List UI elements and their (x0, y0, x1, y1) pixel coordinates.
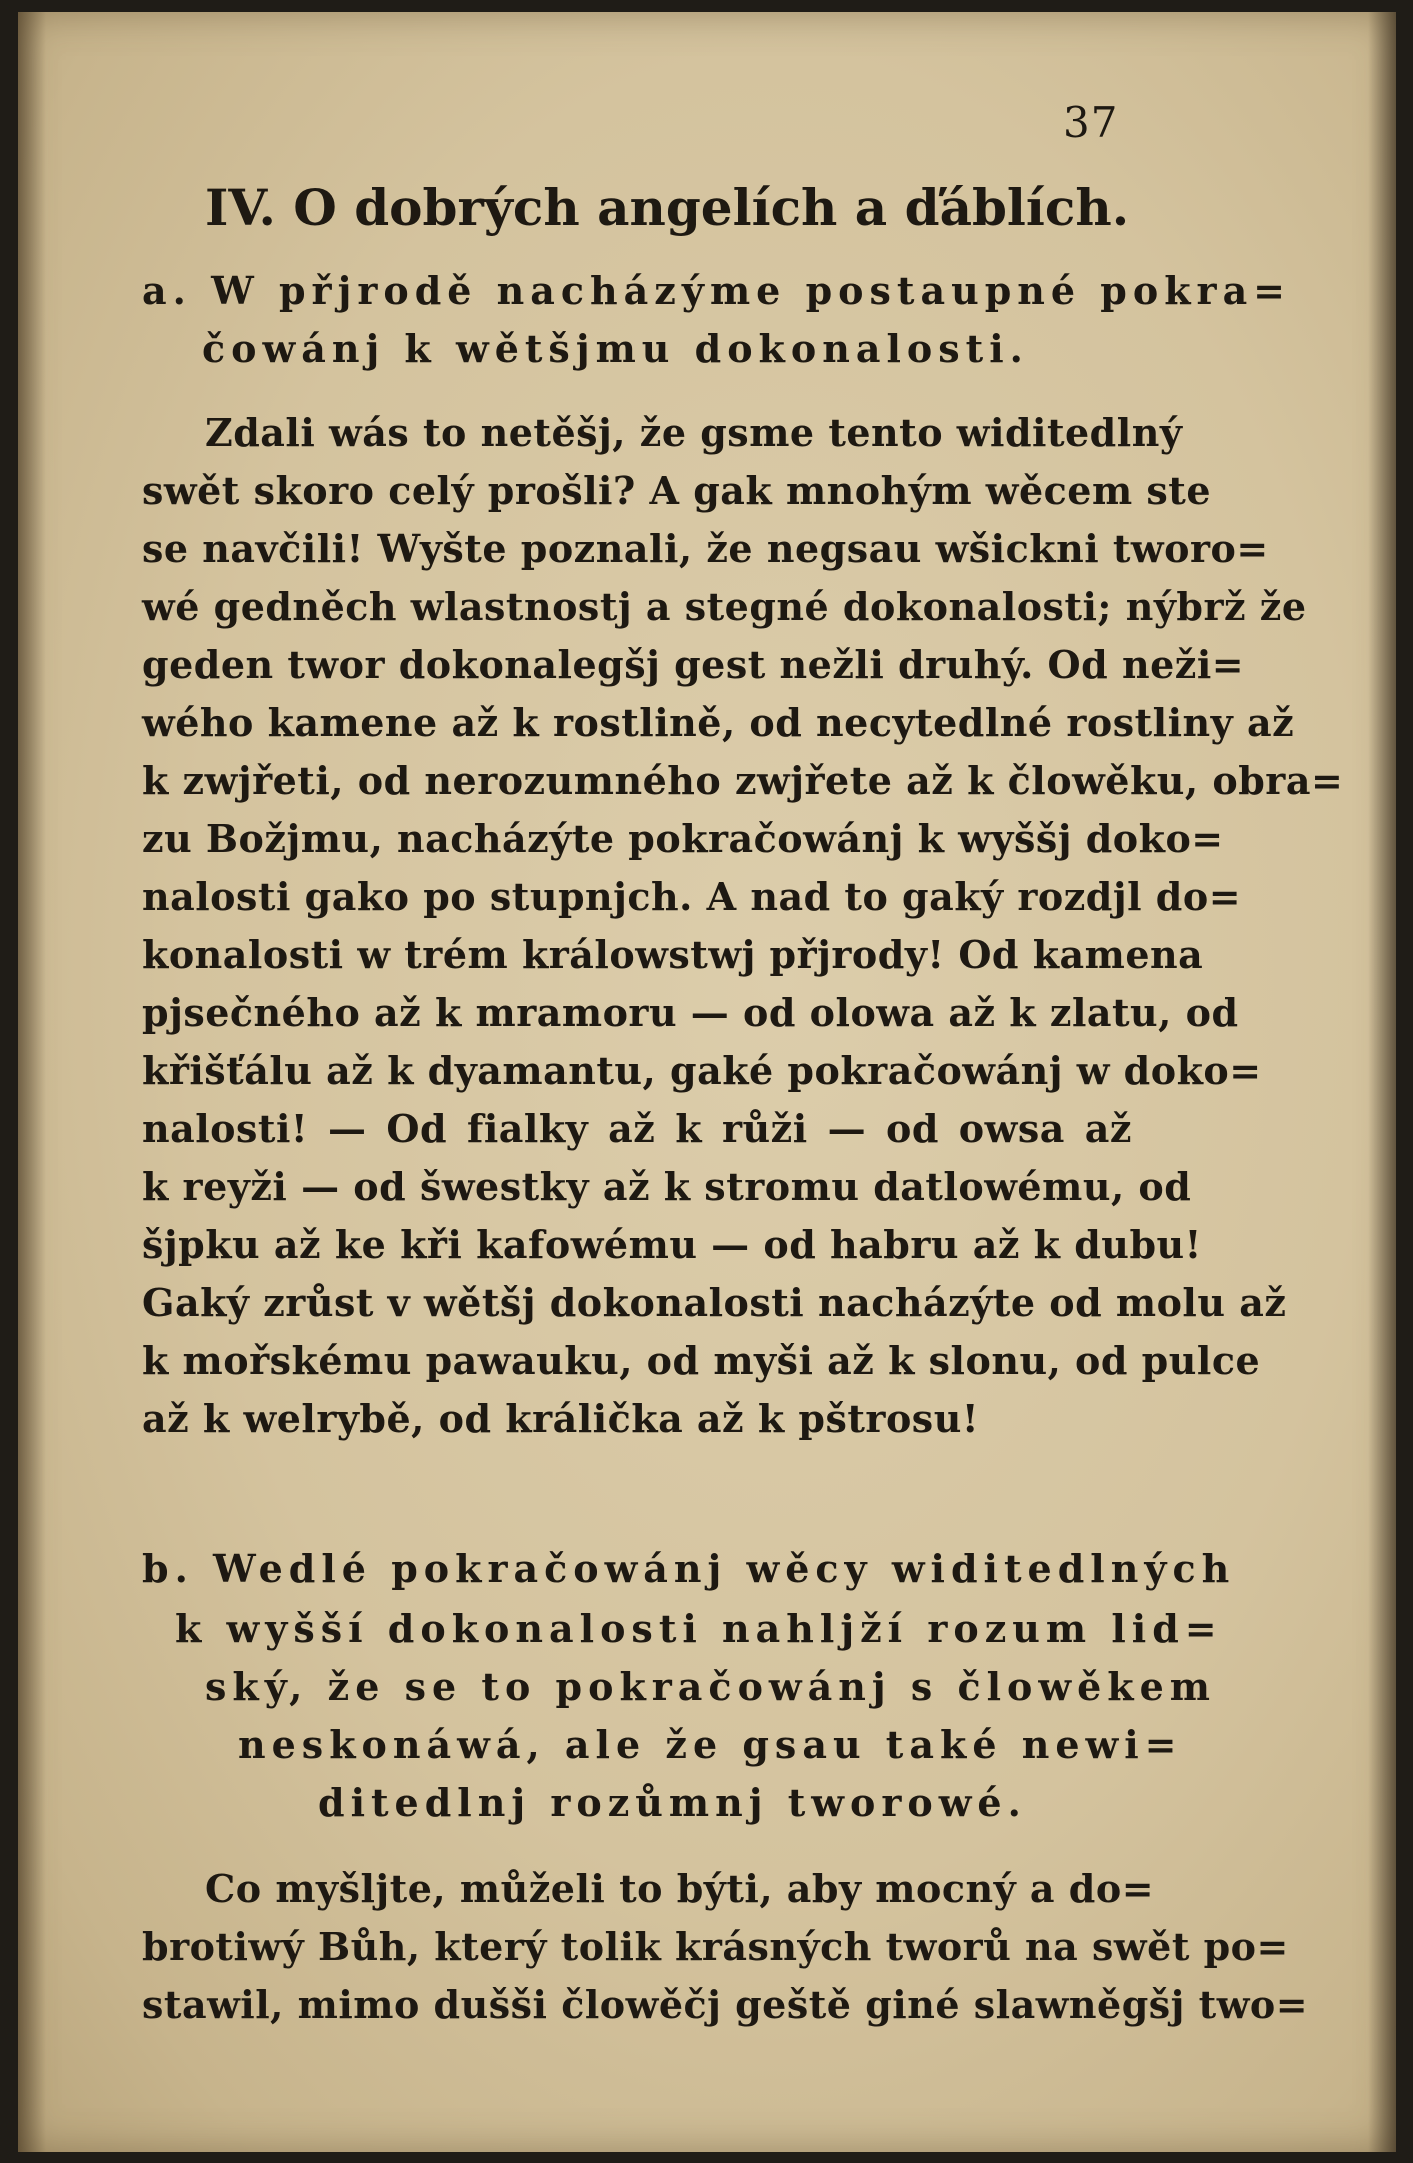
paragraph-1-line: k mořskému pawauku, od myši až k slonu, od pulce (142, 1338, 1261, 1383)
page-gutter-shadow (18, 12, 46, 2152)
paragraph-1-line: se navčili! Wyšte poznali, že negsau wšickni tworo= (142, 526, 1269, 571)
paragraph-2-line: Co myšljte, můželi to býti, aby mocný a do= (205, 1866, 1155, 1911)
page-edge-shadow (1368, 12, 1396, 2152)
paragraph-1-line: nalosti gako po stupnjch. A nad to gaký rozdjl do= (142, 874, 1242, 919)
paragraph-1-line: Gaký zrůst v wětšj dokonalosti nacházýte od molu až (142, 1280, 1287, 1325)
paragraph-1-line: k reyži — od šwestky až k stromu datlowému, od (142, 1164, 1192, 1209)
paragraph-1-line: swět skoro celý prošli? A gak mnohým wěcem ste (142, 468, 1212, 513)
paragraph-1-line: geden twor dokonalegšj gest nežli druhý. Od neži= (142, 642, 1245, 687)
paragraph-1-line: pjsečného až k mramoru — od olowa až k zlatu, od (142, 990, 1239, 1035)
paragraph-1-line: nalosti! — Od fialky až k růži — od owsa až (142, 1106, 1132, 1151)
paragraph-2-line: stawil, mimo dušši člowěčj geště giné slawněgšj two= (142, 1982, 1309, 2027)
section-b-line: ditedlnj rozůmnj tworowé. (318, 1780, 1027, 1825)
section-a-line: čowánj k wětšjmu dokonalosti. (202, 326, 1029, 371)
section-b-line: ský, že se to pokračowánj s člowěkem (205, 1664, 1216, 1709)
page-number: 37 (1063, 98, 1119, 147)
paragraph-1-line: wého kamene až k rostlině, od necytedlné rostliny až (142, 700, 1295, 745)
paragraph-1-line: Zdali wás to netěšj, že gsme tento widitedlný (205, 410, 1183, 455)
section-b-line: neskonáwá, ale že gsau také newi= (238, 1722, 1183, 1767)
section-b-line: k wyšší dokonalosti nahljží rozum lid= (175, 1606, 1223, 1651)
paragraph-1-line: křišťálu až k dyamantu, gaké pokračowánj w doko= (142, 1048, 1262, 1093)
paragraph-1-line: wé gedněch wlastnostj a stegné dokonalosti; nýbrž že (142, 584, 1307, 629)
section-a-line: a. W přjrodě nacházýme postaupné pokra= (142, 268, 1292, 313)
paragraph-1-line: zu Božjmu, nacházýte pokračowánj k wyššj doko= (142, 816, 1224, 861)
section-b-line: b. Wedlé pokračowánj wěcy widitedlných (142, 1546, 1236, 1591)
paragraph-1-line: konalosti w trém králowstwj přjrody! Od kamena (142, 932, 1204, 977)
chapter-heading: IV. O dobrých angelích a ďáblích. (205, 178, 1130, 237)
paragraph-1-line: k zwjřeti, od nerozumného zwjřete až k člowěku, obra= (142, 758, 1344, 803)
paragraph-1-line: až k welrybě, od králička až k pštrosu! (142, 1396, 980, 1441)
paragraph-1-line: šjpku až ke kři kafowému — od habru až k dubu! (142, 1222, 1202, 1267)
paragraph-2-line: brotiwý Bůh, který tolik krásných tworů na swět po= (142, 1924, 1289, 1969)
